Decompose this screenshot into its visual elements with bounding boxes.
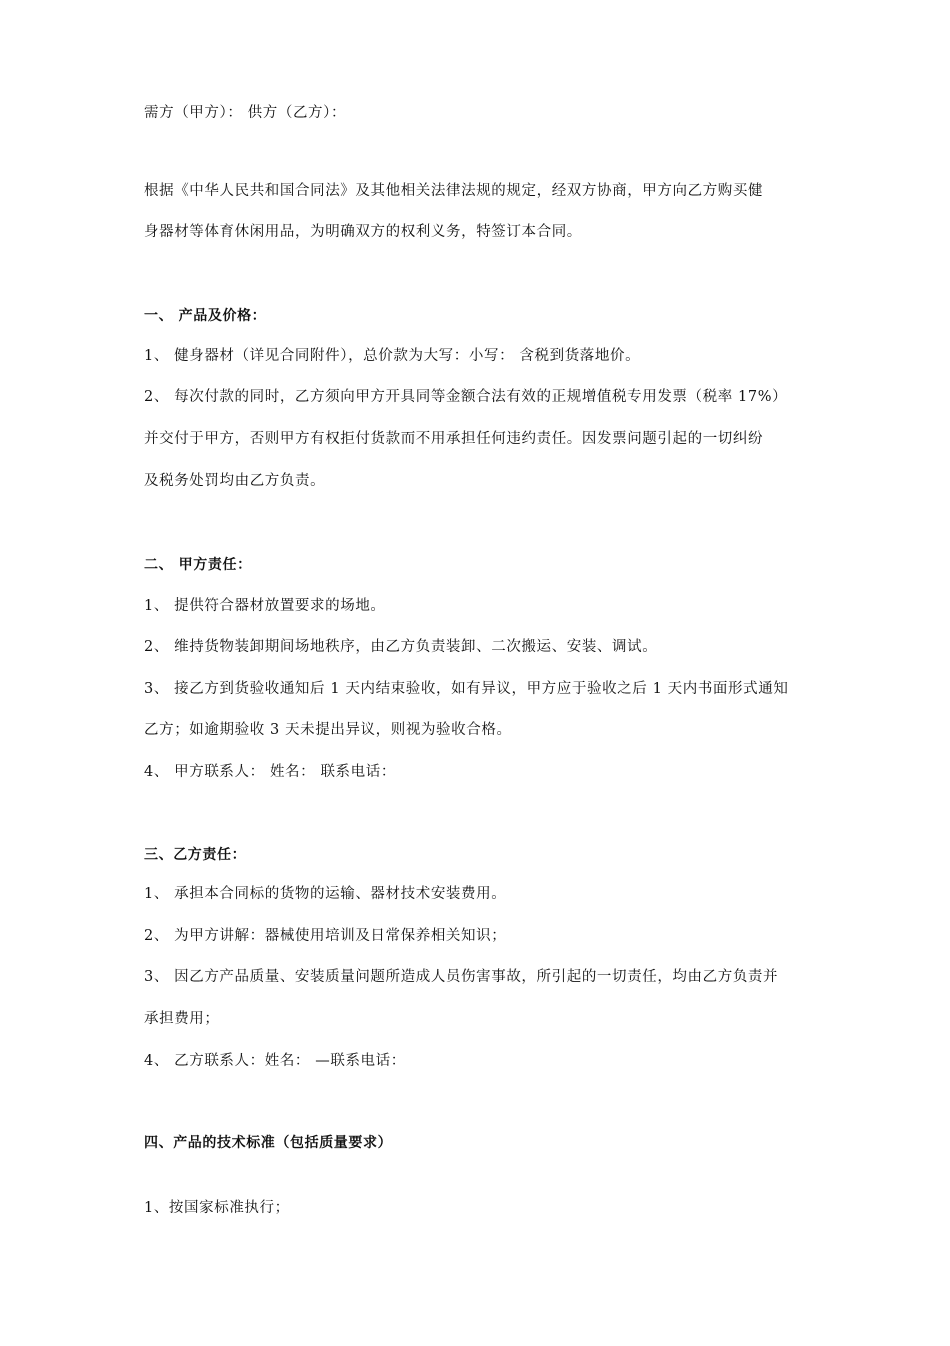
- section-3-item-3-line-2: 承担费用；: [144, 1011, 220, 1027]
- section-2-item-3-line-2: 乙方；如逾期验收 3 天未提出异议，则视为验收合格。: [144, 722, 512, 738]
- section-2-item-1: 1、 提供符合器材放置要求的场地。: [144, 598, 386, 614]
- section-2-item-3-line-1: 3、 接乙方到货验收通知后 1 天内结束验收，如有异议，甲方应于验收之后 1 天内书面形式通知: [144, 681, 789, 697]
- section-1-item-2-line-3: 及税务处罚均由乙方负责。: [144, 473, 326, 489]
- section-1-item-2-line-2: 并交付于甲方，否则甲方有权拒付货款而不用承担任何违约责任。因发票问题引起的一切纠纷: [144, 431, 764, 447]
- section-3-item-1: 1、 承担本合同标的货物的运输、器材技术安装费用。: [144, 886, 507, 902]
- section-4-heading: 四、产品的技术标准（包括质量要求）: [144, 1135, 393, 1151]
- section-2-heading: 二、 甲方责任：: [144, 557, 252, 573]
- preamble-line-2: 身器材等体育休闲用品，为明确双方的权利义务，特签订本合同。: [144, 224, 582, 240]
- section-1-item-2-line-1: 2、 每次付款的同时，乙方须向甲方开具同等金额合法有效的正规增值税专用发票（税率 17%）: [144, 389, 788, 405]
- section-3-item-2: 2、 为甲方讲解：器械使用培训及日常保养相关知识；: [144, 928, 507, 944]
- section-4-item-1: 1、按国家标准执行；: [144, 1200, 290, 1216]
- section-3-item-3-line-1: 3、 因乙方产品质量、安装质量问题所造成人员伤害事故，所引起的一切责任，均由乙方负责并: [144, 969, 779, 985]
- parties-line: 需方（甲方）： 供方（乙方）：: [144, 105, 347, 121]
- section-1-heading: 一、 产品及价格：: [144, 308, 267, 324]
- section-3-heading: 三、乙方责任：: [144, 847, 247, 863]
- section-1-item-1: 1、 健身器材（详见合同附件），总价款为大写：小写： 含税到货落地价。: [144, 348, 641, 364]
- preamble-line-1: 根据《中华人民共和国合同法》及其他相关法律法规的规定，经双方协商，甲方向乙方购买健: [144, 183, 764, 199]
- section-2-item-2: 2、 维持货物装卸期间场地秩序，由乙方负责装卸、二次搬运、安装、调试。: [144, 639, 658, 655]
- section-2-item-4: 4、 甲方联系人： 姓名： 联系电话：: [144, 764, 396, 780]
- section-3-item-4: 4、 乙方联系人：姓名： —联系电话：: [144, 1053, 406, 1069]
